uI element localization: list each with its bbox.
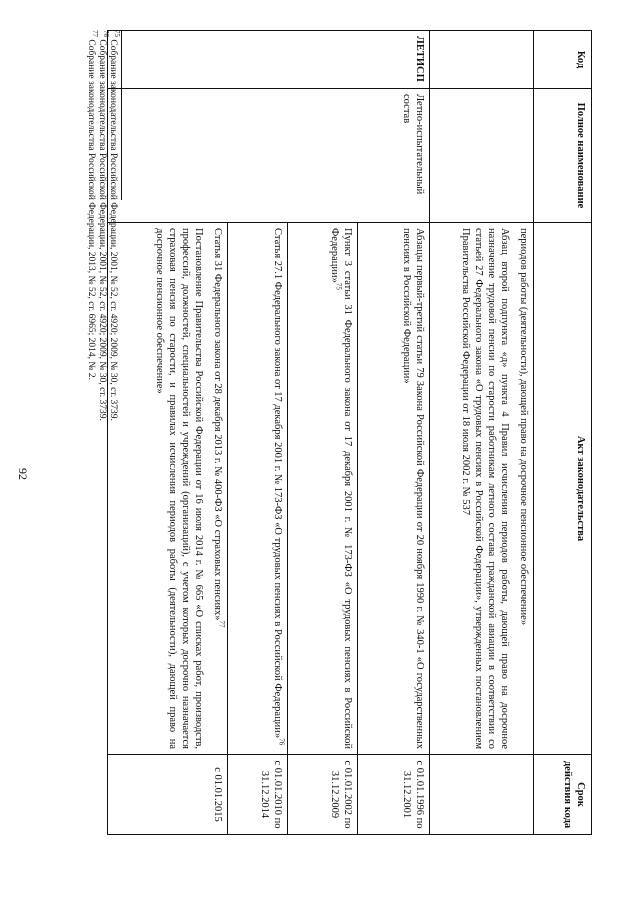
table-row xyxy=(430,31,534,835)
footnote xyxy=(107,30,122,830)
table-header-row xyxy=(534,31,592,835)
legislation-table xyxy=(107,30,592,835)
footnotes xyxy=(85,30,122,830)
cell-act xyxy=(228,223,288,755)
footnote-ref: 75 xyxy=(334,282,343,290)
cell-code-empty xyxy=(430,31,534,89)
cell-full-name: Летно-испытательный состав xyxy=(108,89,430,223)
footnote-text: Собрание законодательства Российской Федерации, 2013, № 52, ст. 6965; 2014, № 2. xyxy=(86,39,96,380)
act-text: периодов работы (деятельности), дающей право на досрочное пенсионное обеспечение» xyxy=(518,228,529,626)
act-text: Абзацы первый-третий статьи 79 Закона Российской Федерации от 20 ноября 1990 г. № 340-1 «О государственных пенсиях в Российской Федерации» xyxy=(401,228,425,749)
cell-act xyxy=(358,223,430,755)
header-act: Акт законодательства xyxy=(534,223,592,755)
cell-period: с 01.01.2015 xyxy=(108,755,228,835)
rotated-page-content xyxy=(72,30,592,870)
cell-act xyxy=(430,223,534,755)
footnote xyxy=(96,30,111,830)
act-text: Статья 27.1 Федерального закона от 17 декабря 2001 г. № 173-ФЗ «О трудовых пенсиях в Российской Федерации» xyxy=(272,228,283,739)
page-number: 92 xyxy=(16,468,30,480)
act-text: Постановление Правительства Российской Федерации от 16 июля 2014 г. № 665 «О списках работ, производств, профессий, должностей, специальностей и учреждений (организаций), с учетом которых досрочно назначается страховая пенсия по старости, и правилах исчисления периодов работы (деятельности), дающей право на досрочное пенсионное обеспечение» xyxy=(154,228,204,749)
header-full-name: Полное наименование xyxy=(534,89,592,223)
cell-period-empty xyxy=(430,755,534,835)
footnote-number: 77 xyxy=(91,30,100,37)
footnote-ref: 77 xyxy=(217,620,226,628)
cell-act xyxy=(108,223,228,755)
footnote-ref: 76 xyxy=(277,738,286,746)
cell-period: с 01.01.2002 по 31.12.2009 xyxy=(288,755,358,835)
footnote-text: Собрание законодательства Российской Федерации, 2001, № 52, ст. 4920; 2009, № 30, ст. 3739. xyxy=(108,39,118,421)
footnote-divider xyxy=(121,30,122,200)
footnote-text: Собрание законодательства Российской Федерации, 2001, № 52, ст. 4920; 2009, № 30, ст. 3739. xyxy=(97,39,107,421)
cell-period: с 01.01.2010 по 31.12.2014 xyxy=(228,755,288,835)
act-text: Пункт 3 статьи 31 Федерального закона от 17 декабря 2001 г. № 173-ФЗ «О трудовых пенсиях в Российской Федерации» xyxy=(329,228,353,749)
table-row xyxy=(358,31,430,835)
cell-act xyxy=(288,223,358,755)
cell-name-empty xyxy=(430,89,534,223)
header-code: Код xyxy=(534,31,592,89)
cell-period: с 01.01.1996 по 31.12.2001 xyxy=(358,755,430,835)
footnote xyxy=(85,30,100,830)
header-period: Срок действия кода xyxy=(534,755,592,835)
cell-code: ЛЕТИСП xyxy=(108,31,430,89)
footnote-number: 76 xyxy=(102,30,111,37)
footnote-number: 75 xyxy=(113,30,122,37)
act-text: Абзац второй подпункта «д» пункта 4 Правил исчисления периодов работы, дающей право на досрочное назначение трудовой пенсии по старости работникам летного состава гражданской авиации в соответствии со статьей 27 Федерального закона «О трудовых пенсиях в Российской Федерации», утвержденных постановлением Правительства Российской Федерации от 18 июля 2002 г. № 537 xyxy=(460,228,510,749)
act-text: Статья 31 Федерального закона от 28 декабря 2013 г. № 400-ФЗ «О страховых пенсиях» xyxy=(212,228,223,621)
